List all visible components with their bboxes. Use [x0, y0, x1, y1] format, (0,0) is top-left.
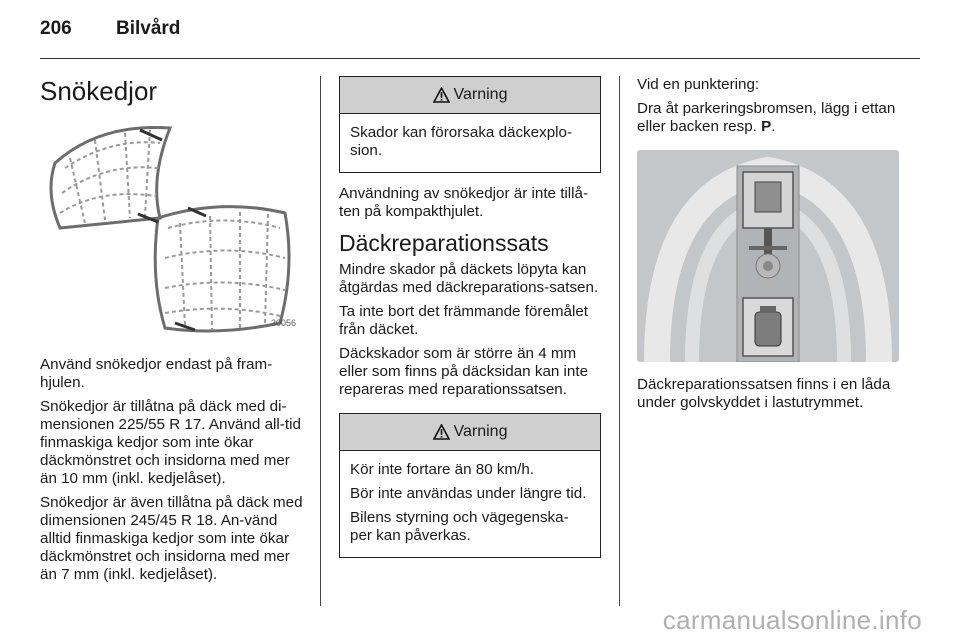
paragraph: Mindre skador på däckets löpyta kan åtgärdas med däckreparations-satsen. — [339, 261, 599, 296]
warning-title: Varning — [453, 423, 508, 440]
warning-text: Bör inte användas under längre tid. — [350, 485, 587, 502]
paragraph: Användning av snökedjor är inte tillå-ten på kompakthjulet. — [339, 185, 589, 220]
snow-chains-illustration — [40, 118, 302, 338]
page-number: 206 — [40, 18, 72, 39]
header-rule — [40, 58, 920, 59]
warning-triangle-icon — [433, 87, 450, 103]
snow-chains-figure — [40, 118, 302, 338]
section-title: Bilvård — [116, 18, 181, 39]
paragraph-end: . — [771, 118, 776, 135]
warning-header — [340, 77, 600, 114]
column-1 — [40, 76, 304, 590]
column-divider-1 — [320, 76, 321, 606]
paragraph: Däckskador som är större än 4 mm eller som finns på däcksidan kan inte repareras med reparationssatsen. — [339, 345, 589, 398]
paragraph: Snökedjor är även tillåtna på däck med dimensionen 245/45 R 18. An-vänd alltid finmaskiga kedjor som inte ökar däckmönstret och insidorna med mer än 7 mm (inkl. kedjelåset). — [40, 494, 303, 583]
snow-chains-title: Snökedjor — [40, 76, 158, 106]
paragraph: Snökedjor är tillåtna på däck med di-mensionen 225/55 R 17. Använd all-tid finmaskiga kedjor som inte ökar däckmönstret och insidorna med mer än 10 mm (inkl. kedjelåset). — [40, 398, 301, 487]
warning-text: Skador kan förorsaka däckexplo-sion. — [350, 124, 573, 159]
warning-triangle-icon — [433, 424, 450, 440]
warning-header — [340, 414, 600, 451]
repair-kit-figure — [637, 150, 899, 362]
watermark: carmanualsonline.info — [662, 605, 922, 635]
gear-letter: P — [761, 118, 772, 135]
warning-text: Bilens styrning och vägegenska-per kan påverkas. — [350, 509, 569, 544]
warning-body — [340, 451, 600, 557]
paragraph: Vid en punktering: — [637, 76, 760, 93]
figure-code: 30056 — [270, 318, 296, 328]
warning-box — [339, 76, 601, 173]
repair-kit-illustration — [637, 150, 899, 362]
column-2 — [339, 76, 601, 570]
warning-box — [339, 413, 601, 558]
warning-text: Kör inte fortare än 80 km/h. — [350, 461, 535, 478]
paragraph — [637, 100, 901, 136]
repair-kit-heading: Däckreparationssats — [339, 230, 549, 256]
column-3 — [637, 76, 901, 418]
paragraph: Ta inte bort det främmande föremålet från däcket. — [339, 303, 589, 338]
column-divider-2 — [619, 76, 620, 606]
warning-body — [340, 114, 600, 172]
paragraph: Använd snökedjor endast på fram-hjulen. — [40, 356, 273, 391]
warning-title: Varning — [453, 86, 508, 103]
paragraph-text: Dra åt parkeringsbromsen, lägg i ettan eller backen resp. — [637, 100, 896, 135]
figure-caption: Däckreparationssatsen finns i en låda under golvskyddet i lastutrymmet. — [637, 376, 891, 411]
